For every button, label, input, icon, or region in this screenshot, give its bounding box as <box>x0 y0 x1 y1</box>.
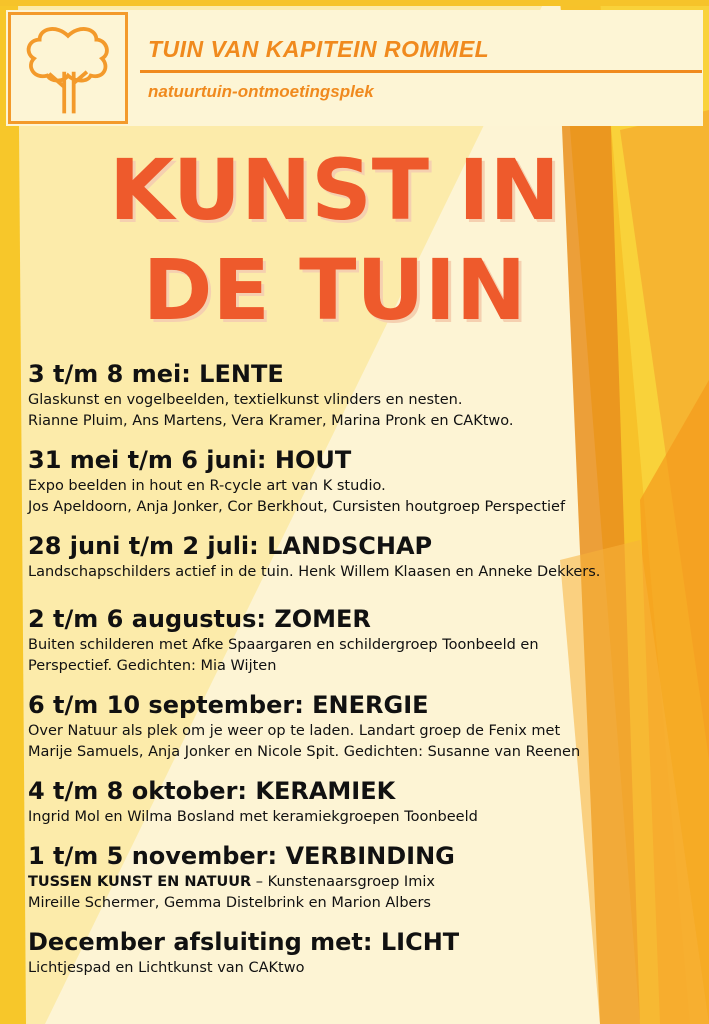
event-description: Buiten schilderen met Afke Spaargaren en schildergroep Toonbeeld en <box>28 637 539 653</box>
event-item <box>28 444 698 518</box>
event-item <box>28 603 698 677</box>
poster-title-line-1: KUNST IN <box>109 141 560 239</box>
event-title: 4 t/m 8 oktober: KERAMIEK <box>28 777 396 805</box>
event-item <box>28 840 698 914</box>
event-list <box>28 358 698 991</box>
poster-title-line-2: DE TUIN <box>142 241 527 339</box>
event-description: Over Natuur als plek om je weer op te laden. Landart groep de Fenix met <box>28 723 561 739</box>
event-description: Expo beelden in hout en R-cycle art van K studio. <box>28 478 386 494</box>
event-item <box>28 689 698 763</box>
organization-tagline: natuurtuin-ontmoetingsplek <box>148 82 374 101</box>
event-item <box>28 530 698 583</box>
event-description: Rianne Pluim, Ans Martens, Vera Kramer, Marina Pronk en CAKtwo. <box>28 413 514 429</box>
event-title: 3 t/m 8 mei: LENTE <box>28 360 284 388</box>
event-item <box>28 775 698 828</box>
event-subheading <box>28 872 698 893</box>
tree-icon <box>8 12 128 124</box>
event-description: Mireille Schermer, Gemma Distelbrink en Marion Albers <box>28 895 431 911</box>
event-description: Perspectief. Gedichten: Mia Wijten <box>28 658 277 674</box>
event-description: Ingrid Mol en Wilma Bosland met keramiekgroepen Toonbeeld <box>28 809 478 825</box>
event-title: December afsluiting met: LICHT <box>28 928 460 956</box>
event-title: 28 juni t/m 2 juli: LANDSCHAP <box>28 532 433 560</box>
event-title: 31 mei t/m 6 juni: HOUT <box>28 446 352 474</box>
header-divider <box>140 70 702 73</box>
event-title: 1 t/m 5 november: VERBINDING <box>28 842 455 870</box>
event-title: 2 t/m 6 augustus: ZOMER <box>28 605 371 633</box>
event-item <box>28 358 698 432</box>
poster-title <box>0 140 709 340</box>
event-description: Landschapschilders actief in de tuin. Henk Willem Klaasen en Anneke Dekkers. <box>28 564 601 580</box>
event-title: 6 t/m 10 september: ENERGIE <box>28 691 429 719</box>
event-subheading-caps: TUSSEN KUNST EN NATUUR <box>28 874 252 890</box>
event-description: Lichtjespad en Lichtkunst van CAKtwo <box>28 960 305 976</box>
event-subheading-rest: – Kunstenaarsgroep Imix <box>251 874 435 890</box>
header-banner <box>6 10 703 126</box>
event-description: Marije Samuels, Anja Jonker en Nicole Spit. Gedichten: Susanne van Reenen <box>28 744 581 760</box>
organization-name: TUIN VAN KAPITEIN ROMMEL <box>148 36 490 62</box>
event-description: Glaskunst en vogelbeelden, textielkunst vlinders en nesten. <box>28 392 463 408</box>
event-description: Jos Apeldoorn, Anja Jonker, Cor Berkhout, Cursisten houtgroep Perspectief <box>28 499 566 515</box>
event-item <box>28 926 698 979</box>
